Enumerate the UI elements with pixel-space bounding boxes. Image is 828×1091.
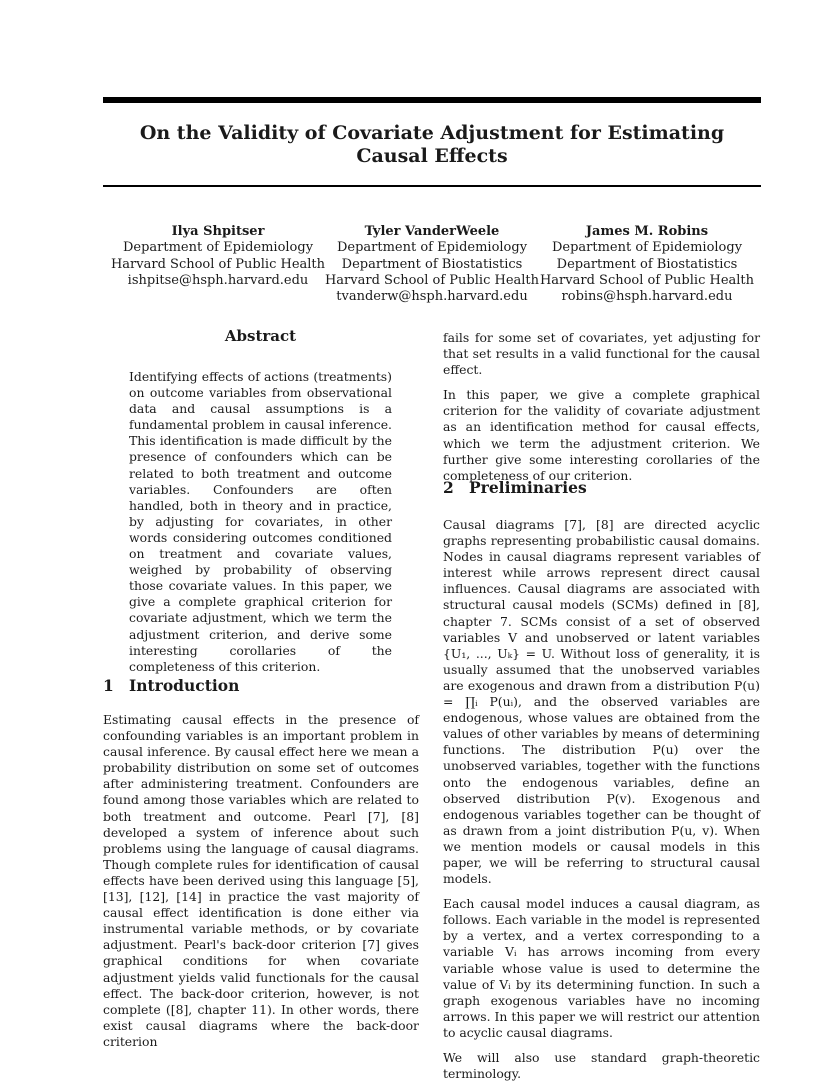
abstract-heading: Abstract bbox=[224, 327, 297, 345]
author-dept: Department of Epidemiology bbox=[336, 240, 528, 256]
author-school: Harvard School of Public Health bbox=[324, 272, 540, 288]
author-school: Harvard School of Public Health bbox=[539, 272, 755, 288]
author-name: Ilya Shpitser bbox=[171, 224, 265, 239]
author-dept-2: Department of Biostatistics bbox=[341, 256, 523, 272]
author-name: Tyler VanderWeele bbox=[364, 224, 500, 239]
author-email: ishpitse@hsph.harvard.edu bbox=[127, 272, 309, 288]
preliminaries-body bbox=[443, 517, 760, 1091]
introduction-body bbox=[103, 712, 419, 1059]
author-dept-2: Department of Biostatistics bbox=[556, 256, 738, 272]
section-number: 1 bbox=[103, 676, 114, 695]
author-3 bbox=[535, 224, 759, 305]
author-dept: Department of Epidemiology bbox=[551, 240, 743, 256]
section-title: Preliminaries bbox=[469, 478, 587, 497]
abstract-paragraph: Identifying effects of actions (treatments) on outcome variables from observational data and causal assumptions is a fundamental problem in causal inference. This identification is made difficult by the presence of confounders which can be related to both treatment and outcome variables. Confounders are often handled, both in theory and in practice, by adjusting for covariates, in other words considering outcomes conditioned on treatment and covariate values, weighed by probability of observing those covariate values. In this paper, we give a complete graphical criterion for covariate adjustment, which we term the adjustment criterion, and derive some interesting corollaries of the completeness of this criterion. bbox=[129, 369, 392, 674]
intro-paragraph-cont: fails for some set of covariates, yet adjusting for that set results in a valid functional for the causal effect. bbox=[443, 330, 760, 378]
title-rule bbox=[103, 185, 761, 187]
author-name: James M. Robins bbox=[585, 224, 709, 239]
top-rule bbox=[103, 97, 761, 103]
prelim-paragraph-3: We will also use standard graph-theoretic terminology. bbox=[443, 1050, 760, 1082]
author-email: robins@hsph.harvard.edu bbox=[561, 289, 733, 305]
author-dept: Department of Epidemiology bbox=[122, 240, 314, 256]
intro-continuation bbox=[443, 330, 760, 493]
section-1-heading bbox=[103, 676, 239, 695]
abstract-text bbox=[129, 369, 392, 684]
section-title: Introduction bbox=[129, 676, 240, 695]
intro-paragraph-2: In this paper, we give a complete graphical criterion for the validity of covariate adjustment as an identification method for causal effects, which we term the adjustment criterion. We further give some interesting corollaries of the completeness of our criterion. bbox=[443, 387, 760, 483]
intro-paragraph: Estimating causal effects in the presence of confounding variables is an important problem in causal inference. By causal effect here we mean a probability distribution on some set of outcomes after administering treatment. Confounders are found among those variables which are related to both treatment and outcome. Pearl [7], [8] developed a system of inference about such problems using the language of causal diagrams. Though complete rules for identification of causal effects have been derived using this language [5], [13], [12], [14] in practice the vast majority of causal effect identification is done either via instrumental variable methods, or by covariate adjustment. Pearl's back-door criterion [7] gives graphical conditions for when covariate adjustment yields valid functionals for the causal effect. The back-door criterion, however, is not complete ([8], chapter 11). In other words, there exist causal diagrams where the back-door criterion bbox=[103, 712, 419, 1049]
author-email: tvanderw@hsph.harvard.edu bbox=[336, 289, 528, 305]
section-2-heading bbox=[443, 478, 587, 497]
prelim-paragraph-2: Each causal model induces a causal diagram, as follows. Each variable in the model is represented by a vertex, and a vertex corresponding to a variable Vᵢ has arrows incoming from every variable whose value is used to determine the value of Vᵢ by its determining function. In such a graph exogenous variables have no incoming arrows. In this paper we will restrict our attention to acyclic causal diagrams. bbox=[443, 896, 761, 1040]
section-number: 2 bbox=[443, 478, 454, 497]
prelim-paragraph-1: Causal diagrams [7], [8] are directed acyclic graphs representing probabilistic causal domains. Nodes in causal diagrams represent variables of interest while arrows represent direct causal influences. Causal diagrams are associated with structural causal models (SCMs) defined in [8], chapter 7. SCMs consist of a set of observed variables V and unobserved or latent variables {U₁, ..., Uₖ} = U. Without loss of generality, it is usually assumed that the unobserved variables are exogenous and drawn from a distribution P(u) = ∏ᵢ P(uᵢ), and the observed variables are endogenous, whose values are obtained from the values of other variables by means of determining functions. The distribution P(u) over the unobserved variables, together with the functions onto the endogenous variables, define an observed distribution P(v). Exogenous and endogenous variables together can be thought of as drawn from a joint distribution P(u, v). When we mention models or causal models in this paper, we will be referring to structural causal models. bbox=[443, 517, 760, 887]
author-1 bbox=[103, 224, 333, 289]
paper-title: On the Validity of Covariate Adjustment for Estimating Causal Effects bbox=[139, 122, 725, 167]
author-school: Harvard School of Public Health bbox=[110, 256, 326, 272]
author-2 bbox=[320, 224, 544, 305]
